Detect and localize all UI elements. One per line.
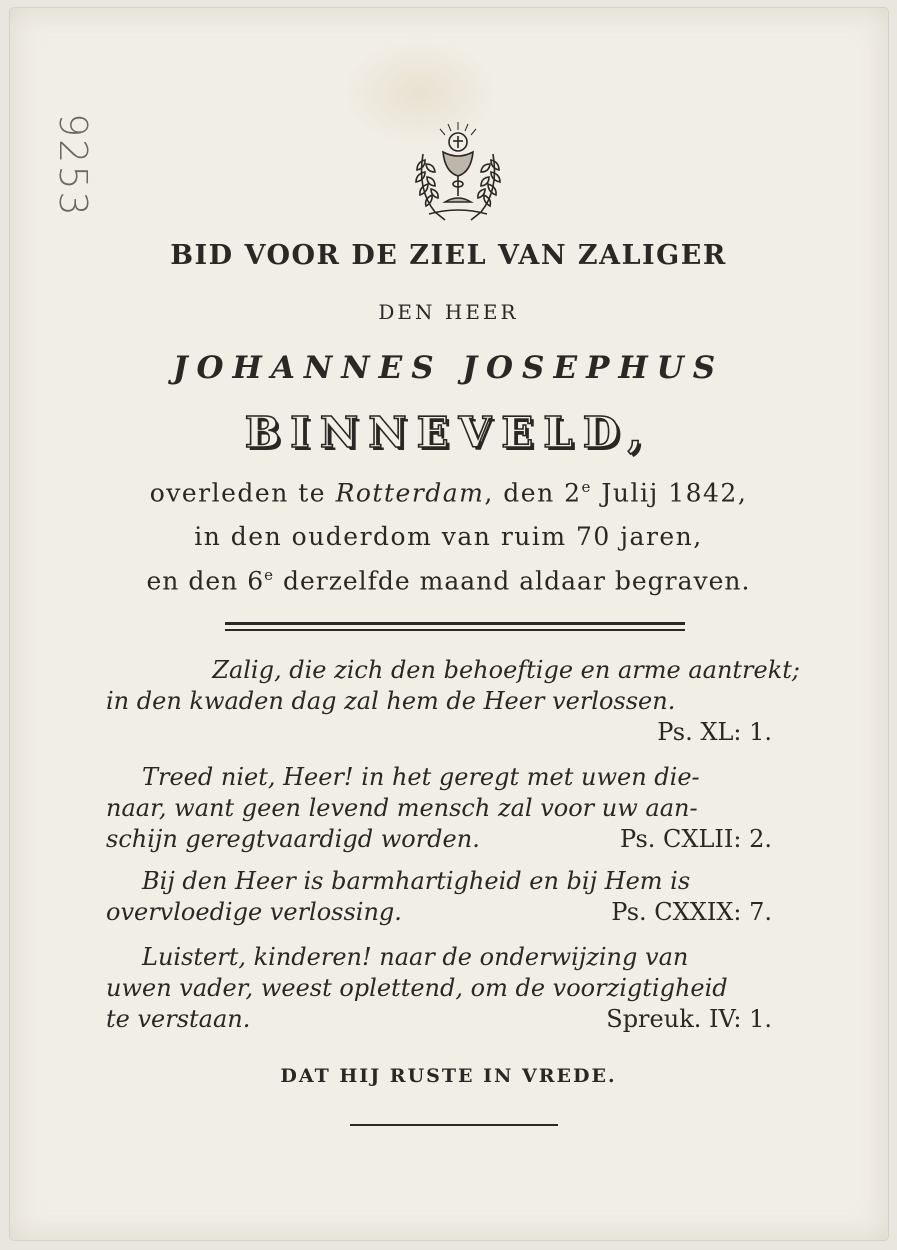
heading-title: DEN HEER [378,300,519,324]
surname: BINNEVELD, [244,408,653,457]
given-names: JOHANNES JOSEPHUS [172,350,725,386]
verse-3 [106,866,800,928]
verse-3-line-1: Bij den Heer is barmhartigheid en bij Hem is [142,867,691,895]
verse-1-line-1: Zalig, die zich den behoeftige en arme aantrekt; [212,656,800,684]
verse-4-line-1: Luistert, kinderen! naar de onderwijzing van [142,943,689,971]
verse-4-line-3: te verstaan. [106,1005,251,1033]
verse-1 [106,655,800,748]
death-place: Rotterdam [335,478,485,508]
burial-line: en den 6e derzelfde maand aldaar begraven. [146,566,751,596]
verse-3-line-2: overvloedige verlossing. [106,898,402,926]
verse-4-line-2: uwen vader, weest oplettend, om de voorzigtigheid [106,974,728,1002]
heading-prayer: BID VOOR DE ZIEL VAN ZALIGER [170,240,727,271]
verse-2-line-1: Treed niet, Heer! in het geregt met uwen die- [142,763,700,791]
verse-3-ref: Ps. CXXIX: 7. [611,898,772,926]
verse-1-line-2: in den kwaden dag zal hem de Heer verlossen. [106,687,676,715]
verse-4 [106,942,800,1035]
closing-prayer: DAT HIJ RUSTE IN VREDE. [280,1065,617,1087]
verse-2-ref: Ps. CXLII: 2. [619,825,772,853]
closing-divider [350,1124,558,1126]
pencil-annotation: 9253 [51,113,95,218]
verse-2-line-3: schijn geregtvaardigd worden. [106,825,480,853]
death-line: overleden te Rotterdam, den 2e Julij 1842, [149,478,748,508]
verse-1-ref: Ps. XL: 1. [657,718,772,746]
verse-2-line-2: naar, want geen levend mensch zal voor uw aan- [106,794,698,822]
chalice-emblem-icon [405,120,511,226]
age-line: in den ouderdom van ruim 70 jaren, [194,522,703,551]
divider-top [225,622,685,625]
verse-2 [106,762,800,855]
divider-bottom [225,629,685,631]
verse-4-ref: Spreuk. IV: 1. [606,1005,772,1033]
